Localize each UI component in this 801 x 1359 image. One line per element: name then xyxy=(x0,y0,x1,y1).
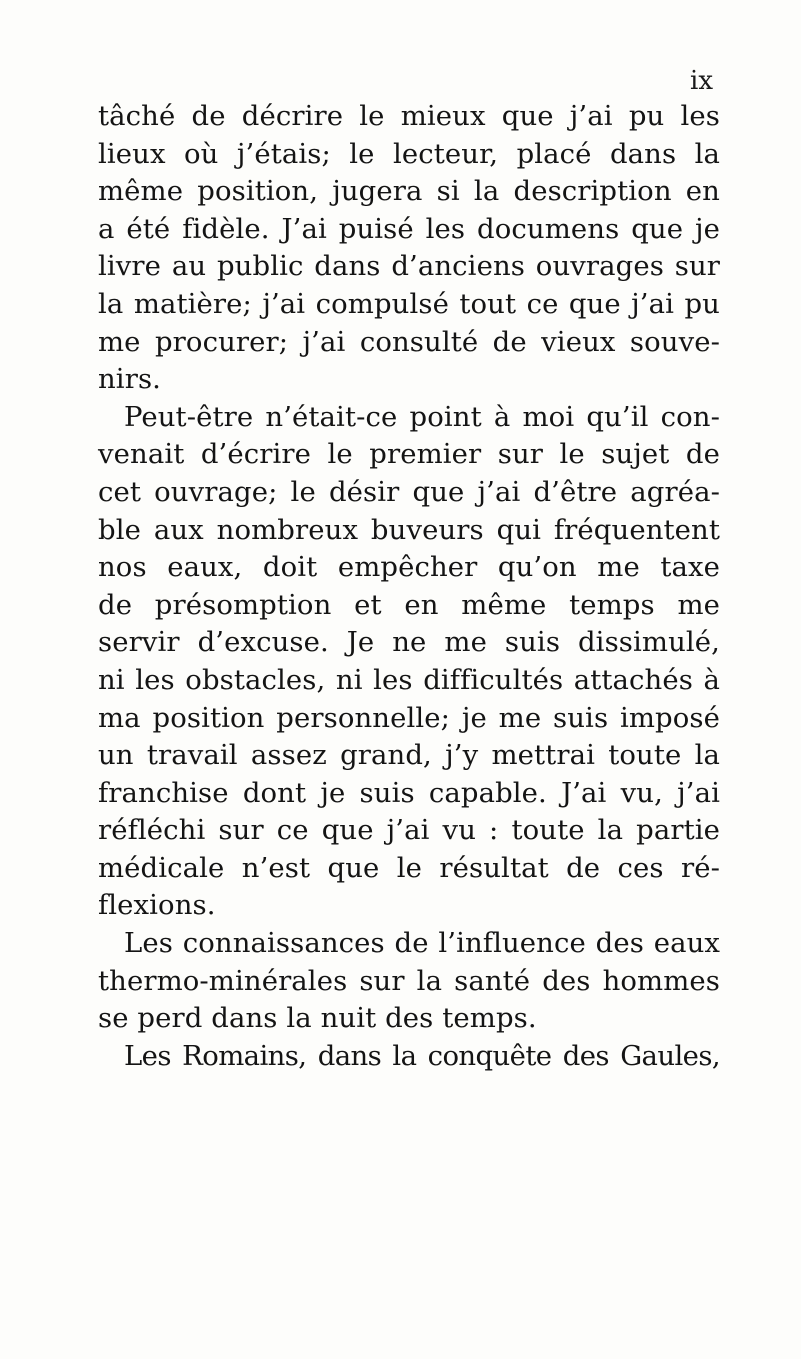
text-line-13: nos eaux, doit empêcher qu’on me taxe xyxy=(98,551,720,584)
text-line-3: même position, jugera si la description en xyxy=(98,175,720,208)
text-line-12: ble aux nombreux buveurs qui fréquentent xyxy=(98,513,720,546)
text-line-23: Les connaissances de l’influence des eaux xyxy=(124,927,720,960)
text-line-11: cet ouvrage; le désir que j’ai d’être agréa- xyxy=(98,475,720,508)
text-line-20: réfléchi sur ce que j’ai vu : toute la partie xyxy=(98,814,720,847)
page-number: ix xyxy=(690,66,713,96)
text-line-4: a été fidèle. J’ai puisé les documens que je xyxy=(98,212,720,245)
text-line-5: livre au public dans d’anciens ouvrages sur xyxy=(98,250,720,283)
text-line-26: Les Romains, dans la conquête des Gaules, xyxy=(124,1039,720,1072)
text-line-21: médicale n’est que le résultat de ces ré- xyxy=(98,851,720,884)
text-line-15: servir d’excuse. Je ne me suis dissimulé, xyxy=(98,626,720,659)
text-line-6: la matière; j’ai compulsé tout ce que j’ai pu xyxy=(98,287,720,320)
text-line-22: flexions. xyxy=(98,889,216,922)
text-line-2: lieux où j’étais; le lecteur, placé dans la xyxy=(98,137,720,170)
text-line-8: nirs. xyxy=(98,363,162,396)
text-line-25: se perd dans la nuit des temps. xyxy=(98,1002,537,1035)
body-text xyxy=(98,98,720,1075)
text-line-7: me procurer; j’ai consulté de vieux souve- xyxy=(98,325,720,358)
text-line-16: ni les obstacles, ni les difficultés attachés à xyxy=(98,663,720,696)
text-line-19: franchise dont je suis capable. J’ai vu, j’ai xyxy=(98,776,720,809)
text-line-1: tâché de décrire le mieux que j’ai pu les xyxy=(98,100,720,132)
text-line-24: thermo-minérales sur la santé des hommes xyxy=(98,964,720,997)
text-line-14: de présomption et en même temps me xyxy=(98,588,720,621)
text-line-18: un travail assez grand, j’y mettrai toute la xyxy=(98,739,720,772)
text-line-10: venait d’écrire le premier sur le sujet de xyxy=(98,438,720,471)
text-line-9: Peut-être n’était-ce point à moi qu’il con- xyxy=(124,400,720,433)
text-line-17: ma position personnelle; je me suis imposé xyxy=(98,701,720,734)
